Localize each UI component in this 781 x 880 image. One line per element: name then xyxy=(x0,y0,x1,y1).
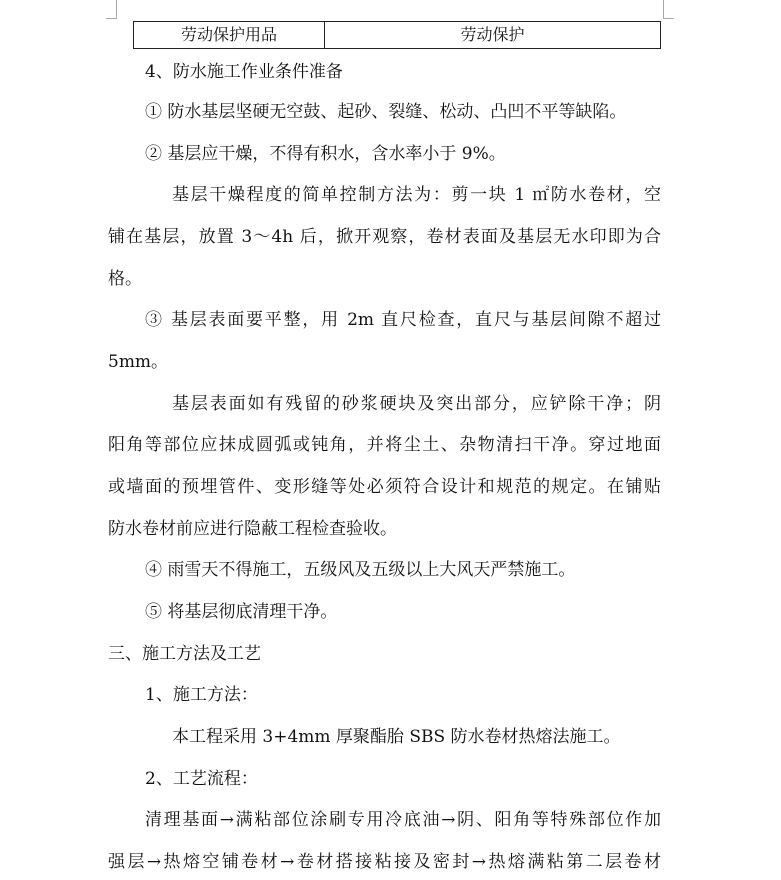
paragraph-line: 防水卷材前应进行隐蔽工程检查验收。 xyxy=(108,519,397,539)
margin-corner-mark-left xyxy=(106,0,117,19)
ppe-table xyxy=(133,21,661,49)
method-text: 本工程采用 3+4mm 厚聚酯胎 SBS 防水卷材热熔法施工。 xyxy=(172,727,621,747)
process-flow-line: 强层→热熔空铺卷材→卷材搭接粘接及密封→热熔满粘第二层卷材 xyxy=(108,852,661,872)
paragraph-line: 铺在基层，放置 3～4h 后，掀开观察，卷材表面及基层无水印即为合 xyxy=(108,227,661,247)
heading-section-3: 三、施工方法及工艺 xyxy=(108,644,261,664)
list-item-1: ① 防水基层坚硬无空鼓、起砂、裂缝、松动、凸凹不平等缺陷。 xyxy=(145,102,627,122)
list-item-5: ⑤ 将基层彻底清理干净。 xyxy=(145,602,338,622)
paragraph-line: 基层干燥程度的简单控制方法为：剪一块 1 ㎡防水卷材，空 xyxy=(172,185,661,205)
list-item-4: ④ 雨雪天不得施工，五级风及五级以上大风天严禁施工。 xyxy=(145,560,576,580)
paragraph-line: 格。 xyxy=(108,269,142,289)
margin-corner-mark-right xyxy=(663,0,674,19)
subheading-method: 1、施工方法： xyxy=(145,685,258,705)
table-cell-value: 劳动保护 xyxy=(325,22,661,49)
paragraph-line: 或墙面的预埋管件、变形缝等处必须符合设计和规范的规定。在铺贴 xyxy=(108,477,661,497)
list-item-3: ③ 基层表面要平整，用 2m 直尺检查，直尺与基层间隙不超过 xyxy=(145,310,661,330)
table-row xyxy=(134,22,661,49)
table-cell-item: 劳动保护用品 xyxy=(134,22,325,49)
list-item-3-continued: 5mm。 xyxy=(108,352,169,372)
subheading-process: 2、工艺流程： xyxy=(145,769,258,789)
list-item-2: ② 基层应干燥，不得有积水，含水率小于 9%。 xyxy=(145,144,506,164)
heading-section-4: 4、防水施工作业条件准备 xyxy=(145,62,343,82)
paragraph-line: 阳角等部位应抹成圆弧或钝角，并将尘土、杂物清扫干净。穿过地面 xyxy=(108,435,661,455)
process-flow-line: 清理基面→满粘部位涂刷专用冷底油→阴、阳角等特殊部位作加 xyxy=(145,810,661,830)
paragraph-line: 基层表面如有残留的砂浆硬块及突出部分，应铲除干净；阴 xyxy=(172,394,661,414)
